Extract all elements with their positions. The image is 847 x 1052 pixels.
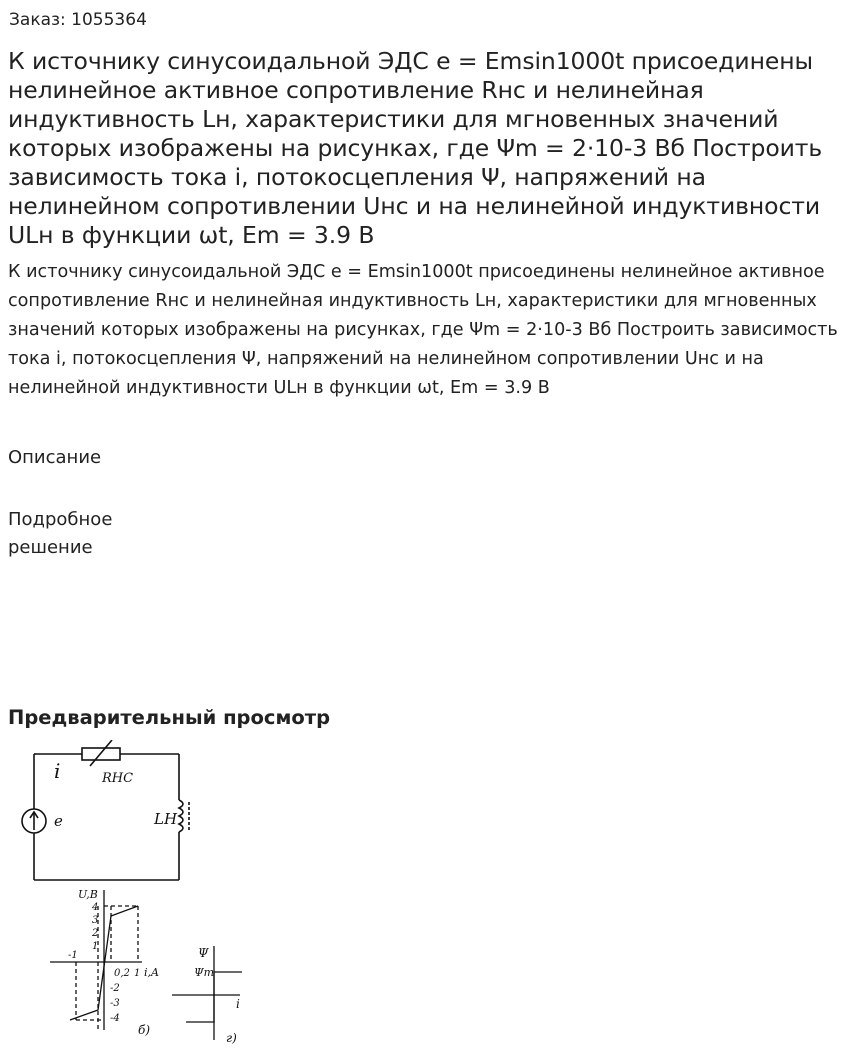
vi-graph-caption: б)	[138, 1023, 151, 1037]
vi-y-tick-neg4: -4	[110, 1013, 120, 1024]
solution-label: Подробное решение	[8, 509, 113, 558]
vi-y-tick-1: 1	[92, 941, 99, 952]
vi-x-tick-neg: -1	[68, 950, 78, 961]
circuit-inductor-label: LН	[154, 810, 178, 828]
circuit-current-label: i	[54, 759, 61, 783]
flux-psi-m-label: Ψm	[194, 966, 215, 979]
flux-graph	[172, 946, 242, 1040]
problem-title: К источнику синусоидальной ЭДС e = Emsin1000t присоединены нелинейное активное сопротивление Rнс и нелинейная индуктивность Lн, характеристики для мгновенных значений которых изображены на рисунках, где Ψm = 2·10-3 Вб Построить зависимость тока i, потокосцепления Ψ, напряжений на нелинейном сопротивлении Uнс и на нелинейной индуктивности ULн в функции ωt, Em = 3.9 В	[8, 47, 823, 249]
vi-y-axis-label: U,B	[78, 888, 98, 901]
flux-graph-caption: г)	[226, 1031, 237, 1045]
description-label: Описание	[8, 447, 102, 468]
vi-y-tick-neg3: -3	[110, 998, 120, 1009]
vi-y-tick-2: 2	[92, 928, 99, 939]
vi-x-tick-02: 0,2	[114, 968, 130, 979]
circuit-resistor-label: RНС	[102, 771, 134, 786]
vi-y-tick-4: 4	[92, 902, 99, 913]
vi-x-axis-label: i,A	[144, 966, 159, 979]
vi-y-tick-3: 3	[92, 915, 99, 926]
flux-x-axis-label: i	[236, 997, 240, 1011]
preview-heading: Предварительный просмотр	[8, 706, 331, 729]
order-number: Заказ: 1055364	[9, 10, 147, 30]
circuit-source-label: e	[54, 812, 63, 830]
flux-y-axis-label: Ψ	[198, 946, 209, 960]
vi-y-tick-neg2: -2	[110, 983, 120, 994]
problem-body: К источнику синусоидальной ЭДС e = Emsin1000t присоединены нелинейное активное сопротивление Rнс и нелинейная индуктивность Lн, характеристики для мгновенных значений которых изображены на рисунках, где Ψm = 2·10-3 Вб Построить зависимость тока i, потокосцепления Ψ, напряжений на нелинейном сопротивлении Uнс и на нелинейной индуктивности ULн в функции ωt, Em = 3.9 В	[8, 262, 838, 398]
preview-figure	[14, 740, 254, 1045]
vi-x-tick-1: 1	[134, 968, 141, 979]
